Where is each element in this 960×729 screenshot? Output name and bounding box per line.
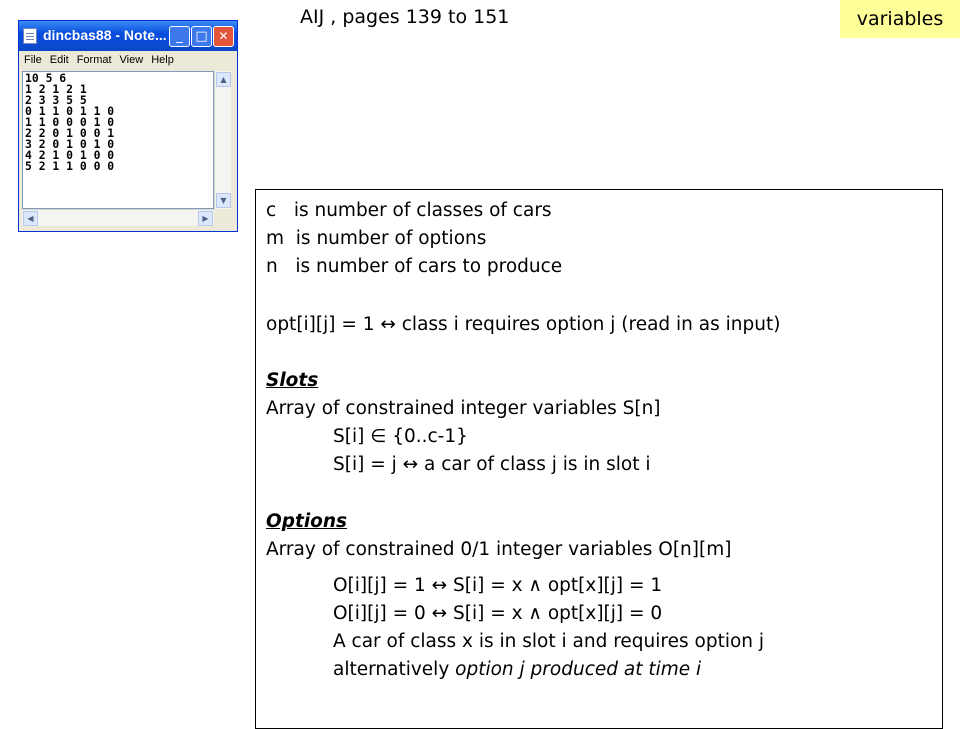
vertical-scrollbar[interactable] [214,71,231,209]
alternatively-emphasis: option j produced at time i [455,659,702,680]
scroll-right-icon[interactable]: ▶ [198,211,213,226]
line-alternatively [333,659,701,680]
notepad-menu-bar [21,52,235,70]
maximize-icon: □ [195,29,208,44]
slots-heading: Slots [266,370,319,391]
line-slot-meaning: S[i] = j ↔ a car of class j is in slot i [333,454,651,475]
resize-grip[interactable] [214,209,231,226]
minimize-button[interactable] [169,26,190,47]
line-option-zero: O[i][j] = 0 ↔ S[i] = x ∧ opt[x][j] = 0 [333,603,663,624]
scroll-up-icon[interactable]: ▲ [216,72,231,87]
scroll-left-icon[interactable]: ◀ [23,211,38,226]
line-slot-domain: S[i] ∈ {0..c-1} [333,426,468,447]
notepad-window[interactable] [18,20,238,232]
notepad-title: dincbas88 - Note... [43,27,167,43]
line-opt-definition: opt[i][j] = 1 ↔ class i requires option j (read in as input) [266,314,781,335]
maximize-button[interactable] [191,26,212,47]
line-slots-array: Array of constrained integer variables S[n] [266,398,661,419]
variables-text-box [255,189,943,729]
menu-format[interactable]: Format [76,54,112,66]
line-classes: c is number of classes of cars [266,200,552,221]
menu-edit[interactable]: Edit [49,54,69,66]
line-option-one: O[i][j] = 1 ↔ S[i] = x ∧ opt[x][j] = 1 [333,575,663,596]
reference-citation: AIJ , pages 139 to 151 [300,6,510,28]
notepad-icon [23,28,37,44]
line-cars: n is number of cars to produce [266,256,563,277]
line-options-array: Array of constrained 0/1 integer variables O[n][m] [266,539,732,560]
menu-help[interactable]: Help [151,54,174,66]
notepad-title-bar[interactable] [19,21,237,51]
scroll-down-icon[interactable]: ▼ [216,193,231,208]
close-icon: ✕ [218,29,229,43]
menu-file[interactable]: File [24,54,42,66]
line-options: m is number of options [266,228,487,249]
horizontal-scrollbar[interactable] [22,209,214,226]
close-button[interactable] [213,26,234,47]
line-option-meaning: A car of class x is in slot i and requires option j [333,631,765,652]
options-heading: Options [266,511,348,532]
alternatively-prefix: alternatively [333,659,456,680]
menu-view[interactable]: View [119,54,144,66]
notepad-text-area[interactable]: 10 5 6 1 2 1 2 1 2 3 3 5 5 0 1 1 0 1 1 0 1 1 0 0 0 1 0 2 2 0 1 0 0 1 3 2 0 1 0 1 0 4 2 1 0 1 0 0 5 2 1 1 0 0 0 [22,71,214,209]
minimize-icon: _ [176,29,183,44]
topic-tag: variables [840,0,960,38]
